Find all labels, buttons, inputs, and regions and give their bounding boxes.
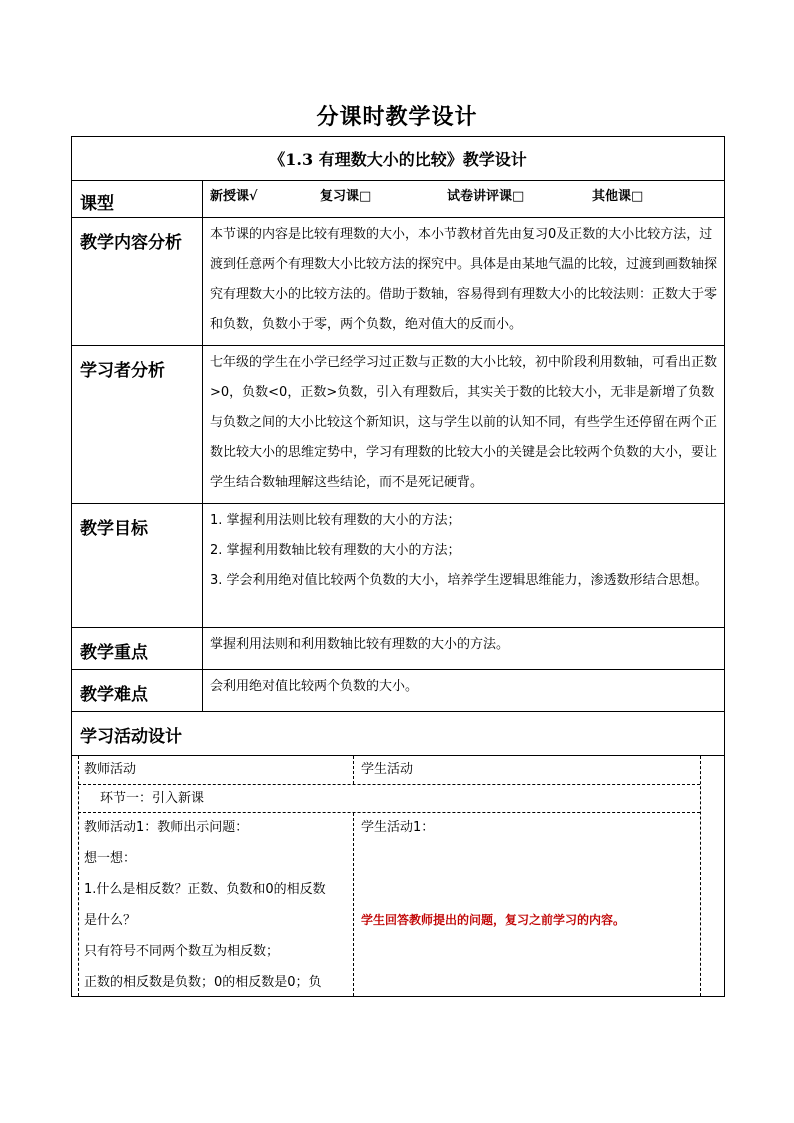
learner-analysis-label: 学习者分析 <box>72 346 203 503</box>
objectives-list <box>203 504 724 627</box>
lesson-plan-table <box>71 136 725 997</box>
teacher-activity-title: 教师活动1：教师出示问题： <box>84 820 249 835</box>
teacher-activity-line: 1.什么是相反数？正数、负数和0的相反数 <box>84 882 326 897</box>
content-analysis-label: 教学内容分析 <box>72 218 203 345</box>
activity-inner-table <box>78 756 701 996</box>
dashed-border <box>78 812 700 813</box>
learner-analysis-row <box>72 346 724 504</box>
student-column-header: 学生活动 <box>361 762 414 777</box>
key-points-text: 掌握利用法则和利用数轴比较有理数的大小的方法。 <box>210 637 510 652</box>
difficulties-label: 教学难点 <box>72 670 203 711</box>
activity-heading: 学习活动设计 <box>72 712 724 756</box>
teacher-activity-line: 想一想： <box>84 851 137 866</box>
objectives-label: 教学目标 <box>72 504 203 627</box>
key-points-label: 教学重点 <box>72 628 203 669</box>
content-analysis-text: 本节课的内容是比较有理数的大小，本小节教材首先由复习0及正数的大小比较方法，过渡到任意两个有理数大小比较方法的探究中。具体是由某地气温的比较，过渡到画数轴探究有理数大小的比较方法的。借助于数轴，容易得到有理数大小的比较法则：正数大于零和负数，负数小于零，两个负数，绝对值大的反而小。 <box>210 227 718 332</box>
difficulties-row <box>72 670 724 712</box>
difficulties-text: 会利用绝对值比较两个负数的大小。 <box>210 679 419 694</box>
objectives-row <box>72 504 724 628</box>
lesson-type-options <box>203 181 724 217</box>
dashed-border <box>353 813 354 996</box>
section-label: 环节一：引入新课 <box>100 791 205 806</box>
dashed-border <box>78 756 79 996</box>
objective-item: 2. 掌握利用数轴比较有理数的大小的方法； <box>210 543 461 558</box>
page-title: 分课时教学设计 <box>316 105 478 130</box>
lesson-type-option: 其他课□ <box>592 189 644 204</box>
teacher-activity-line: 只有符号不同两个数互为相反数； <box>84 944 280 959</box>
document-title: 《1.3 有理数大小的比较》教学设计 <box>72 137 724 181</box>
content-analysis-row <box>72 218 724 346</box>
lesson-type-option: 新授课√ <box>210 189 258 204</box>
dashed-border <box>353 756 354 784</box>
lesson-type-row <box>72 181 724 218</box>
objective-item: 3. 学会利用绝对值比较两个负数的大小，培养学生逻辑思维能力，渗透数形结合思想。 <box>210 573 708 588</box>
lesson-type-label: 课型 <box>72 181 203 217</box>
dashed-border <box>700 756 701 996</box>
objective-item: 1. 掌握利用法则比较有理数的大小的方法； <box>210 513 461 528</box>
student-activity-title: 学生活动1： <box>361 820 435 835</box>
key-points-row <box>72 628 724 670</box>
activity-area <box>72 756 724 996</box>
student-activity-note: 学生回答教师提出的问题，复习之前学习的内容。 <box>361 913 626 927</box>
learner-analysis-text: 七年级的学生在小学已经学习过正数与正数的大小比较，初中阶段利用数轴，可看出正数>0，负数<0，正数>负数，引入有理数后，其实关于数的比较大小，无非是新增了负数与负数之间的大小比较这个新知识，这与学生以前的认知不同，有些学生还停留在两个正数比较大小的思维定势中，学习有理数的比较大小的关键是会比较两个负数的大小，要让学生结合数轴理解这些结论，而不是死记硬背。 <box>210 355 718 490</box>
lesson-type-option: 试卷讲评课□ <box>447 189 525 204</box>
lesson-type-option: 复习课□ <box>320 189 372 204</box>
teacher-column-header: 教师活动 <box>84 762 137 777</box>
teacher-activity-line: 正数的相反数是负数；0的相反数是0；负 <box>84 975 322 990</box>
dashed-border <box>78 784 700 785</box>
teacher-activity-line: 是什么？ <box>84 913 137 928</box>
